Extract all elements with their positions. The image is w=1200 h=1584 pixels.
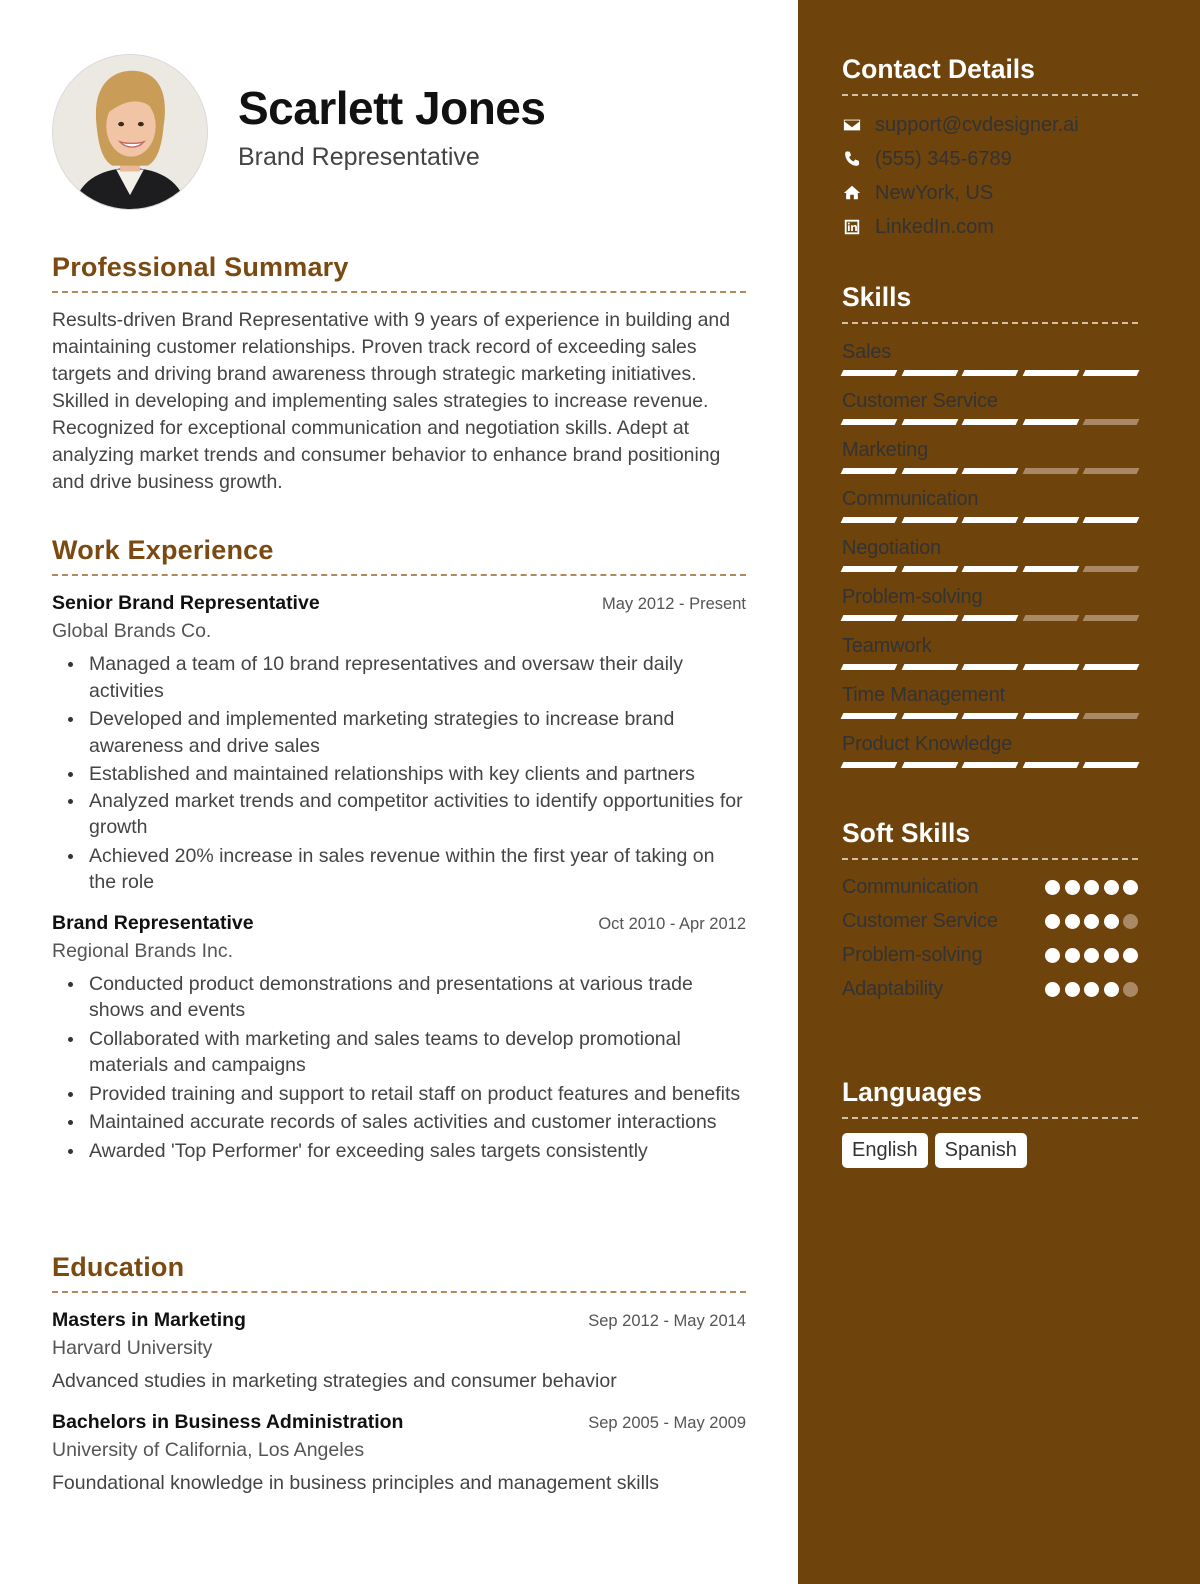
- rating-dot: [1065, 880, 1080, 895]
- skill-level-segment: [962, 762, 1019, 768]
- skill-name: Marketing: [842, 439, 929, 461]
- skill-level-segment: [841, 713, 898, 719]
- rating-dot: [1084, 982, 1099, 997]
- rating-dot: [1123, 982, 1138, 997]
- section-divider: [842, 94, 1138, 96]
- rating-dot: [1065, 948, 1080, 963]
- skill-level-segment: [962, 566, 1019, 572]
- rating-dot: [1104, 982, 1119, 997]
- skill-level-bar: [842, 664, 1138, 680]
- rating-dot: [1123, 948, 1138, 963]
- skill-level-segment: [962, 664, 1019, 670]
- section-divider: [842, 858, 1138, 860]
- skill-level-segment: [1022, 468, 1079, 474]
- skill-level-segment: [901, 517, 958, 523]
- school-name: Harvard University: [52, 1337, 213, 1359]
- list-item: Achieved 20% increase in sales revenue within the first year of taking on the role: [52, 843, 746, 896]
- summary-text: Results-driven Brand Representative with 9 years of experience in building and maintaining customer relationships. Proven track record of exceeding sales targets and driving brand awareness through strategic marketing initiatives. Skilled in developing and implementing sales strategies to increase revenue. Recognized for exceptional communication and negotiation skills. Adept at analyzing market trends and consumer behavior to enhance brand positioning and drive business growth.: [52, 309, 730, 493]
- language-tag: English: [842, 1133, 928, 1168]
- summary-section: [52, 252, 746, 496]
- skill-name: Sales: [842, 341, 892, 363]
- skill-level-segment: [1083, 517, 1140, 523]
- education-entry: [52, 1309, 746, 1393]
- rating-dot: [1104, 880, 1119, 895]
- section-divider: [52, 291, 746, 293]
- list-item: Provided training and support to retail staff on product features and benefits: [52, 1081, 746, 1108]
- skill-level-segment: [901, 566, 958, 572]
- skill-level-segment: [901, 713, 958, 719]
- skill-level-segment: [1022, 615, 1079, 621]
- skill-level-segment: [1022, 566, 1079, 572]
- job-bullets: [52, 651, 746, 896]
- skill-level-segment: [841, 566, 898, 572]
- linkedin-icon: [842, 217, 862, 237]
- skill-level-segment: [1083, 762, 1140, 768]
- contact-email-text: support@cvdesigner.ai: [875, 113, 1079, 136]
- contact-linkedin-text: LinkedIn.com: [875, 215, 994, 238]
- skill-level-segment: [901, 664, 958, 670]
- section-title-contact: Contact Details: [842, 54, 1035, 84]
- section-divider: [842, 1117, 1138, 1119]
- skill-level-segment: [901, 615, 958, 621]
- soft-skill-item: [842, 942, 1138, 968]
- candidate-name: Scarlett Jones: [238, 81, 546, 134]
- rating-dot: [1045, 880, 1060, 895]
- rating-dot: [1104, 948, 1119, 963]
- skill-item: [842, 582, 1138, 631]
- school-name: University of California, Los Angeles: [52, 1439, 365, 1461]
- soft-skill-name: Customer Service: [842, 910, 998, 932]
- section-title-languages: Languages: [842, 1077, 982, 1107]
- rating-dot: [1065, 914, 1080, 929]
- candidate-title: Brand Representative: [238, 142, 480, 171]
- skill-level-segment: [1083, 468, 1140, 474]
- degree-title: Bachelors in Business Administration: [52, 1411, 404, 1433]
- soft-skill-rating: [1041, 914, 1139, 929]
- skill-level-segment: [901, 468, 958, 474]
- skill-level-segment: [841, 762, 898, 768]
- skill-level-segment: [1083, 566, 1140, 572]
- contact-section: [842, 54, 1138, 244]
- skill-item: [842, 386, 1138, 435]
- soft-skill-rating: [1041, 880, 1139, 895]
- skill-level-bar: [842, 370, 1138, 386]
- rating-dot: [1104, 914, 1119, 929]
- contact-phone[interactable]: [842, 142, 1138, 176]
- job-title: Brand Representative: [52, 911, 254, 934]
- soft-skill-name: Communication: [842, 876, 979, 898]
- job-company: Regional Brands Inc.: [52, 939, 234, 962]
- rating-dot: [1084, 948, 1099, 963]
- soft-skill-item: [842, 908, 1138, 934]
- soft-skill-rating: [1041, 982, 1139, 997]
- section-title-education: Education: [52, 1252, 185, 1282]
- skill-level-segment: [962, 517, 1019, 523]
- skill-level-segment: [962, 468, 1019, 474]
- skill-item: [842, 680, 1138, 729]
- skills-list: [842, 337, 1138, 778]
- job-company: Global Brands Co.: [52, 620, 212, 642]
- skill-item: [842, 729, 1138, 778]
- skill-level-segment: [1083, 713, 1140, 719]
- rating-dot: [1084, 880, 1099, 895]
- skill-level-segment: [1022, 517, 1079, 523]
- list-item: Developed and implemented marketing strategies to increase brand awareness and drive sales: [52, 706, 746, 759]
- skill-level-segment: [1022, 370, 1079, 376]
- rating-dot: [1084, 914, 1099, 929]
- skill-level-bar: [842, 419, 1138, 435]
- section-divider: [52, 1291, 746, 1293]
- job-title: Senior Brand Representative: [52, 592, 320, 614]
- job-dates: May 2012 - Present: [602, 595, 746, 613]
- contact-phone-text: (555) 345-6789: [875, 147, 1012, 170]
- soft-skills-list: [842, 874, 1138, 1002]
- job-bullets: [52, 971, 746, 1165]
- list-item: Awarded 'Top Performer' for exceeding sales targets consistently: [52, 1138, 746, 1165]
- skill-name: Teamwork: [842, 635, 932, 657]
- list-item: Established and maintained relationships with key clients and partners: [52, 761, 746, 788]
- soft-skill-name: Adaptability: [842, 978, 943, 1000]
- skill-level-segment: [841, 517, 898, 523]
- section-title-experience: Work Experience: [52, 535, 274, 565]
- education-section: [52, 1252, 746, 1495]
- contact-linkedin[interactable]: [842, 210, 1138, 244]
- rating-dot: [1045, 948, 1060, 963]
- soft-skill-name: Problem-solving: [842, 944, 983, 966]
- skill-level-bar: [842, 713, 1138, 729]
- home-icon: [842, 183, 862, 203]
- skill-level-segment: [901, 762, 958, 768]
- skill-level-bar: [842, 517, 1138, 533]
- section-title-skills: Skills: [842, 282, 912, 312]
- skill-name: Product Knowledge: [842, 733, 1013, 755]
- skill-level-segment: [962, 419, 1019, 425]
- skill-item: [842, 533, 1138, 582]
- skill-level-bar: [842, 762, 1138, 778]
- education-dates: Sep 2012 - May 2014: [588, 1312, 746, 1330]
- rating-dot: [1065, 982, 1080, 997]
- skill-name: Problem-solving: [842, 586, 983, 608]
- list-item: Maintained accurate records of sales activities and customer interactions: [52, 1109, 746, 1136]
- soft-skills-section: [842, 818, 1138, 1010]
- skill-level-segment: [1083, 419, 1140, 425]
- contact-email[interactable]: [842, 108, 1138, 142]
- skill-level-segment: [841, 664, 898, 670]
- rating-dot: [1123, 880, 1138, 895]
- section-divider: [52, 574, 746, 576]
- skill-level-segment: [901, 370, 958, 376]
- soft-skill-item: [842, 976, 1138, 1002]
- section-divider: [842, 322, 1138, 324]
- language-tag: Spanish: [935, 1133, 1027, 1168]
- degree-title: Masters in Marketing: [52, 1309, 246, 1331]
- section-title-soft-skills: Soft Skills: [842, 818, 971, 848]
- rating-dot: [1123, 914, 1138, 929]
- contact-location-text: NewYork, US: [875, 181, 994, 204]
- skill-name: Negotiation: [842, 537, 941, 559]
- profile-photo: [52, 54, 208, 210]
- skill-name: Customer Service: [842, 390, 998, 412]
- rating-dot: [1045, 982, 1060, 997]
- skill-item: [842, 631, 1138, 680]
- soft-skill-item: [842, 874, 1138, 900]
- skill-level-segment: [841, 468, 898, 474]
- skill-name: Communication: [842, 488, 979, 510]
- skill-level-segment: [1022, 419, 1079, 425]
- skill-level-segment: [1083, 615, 1140, 621]
- job-entry: [52, 592, 746, 896]
- envelope-icon: [842, 115, 862, 135]
- language-tags: [842, 1133, 1138, 1168]
- list-item: Collaborated with marketing and sales teams to develop promotional materials and campaigns: [52, 1026, 746, 1079]
- education-description: Advanced studies in marketing strategies and consumer behavior: [52, 1370, 617, 1392]
- skill-level-segment: [841, 370, 898, 376]
- skill-level-segment: [1083, 370, 1140, 376]
- skill-level-segment: [1022, 664, 1079, 670]
- resume-header: [52, 52, 746, 212]
- soft-skill-rating: [1041, 948, 1139, 963]
- skill-level-segment: [1022, 713, 1079, 719]
- skill-level-segment: [841, 419, 898, 425]
- skill-level-segment: [1022, 762, 1079, 768]
- skill-item: [842, 337, 1138, 386]
- skill-level-segment: [962, 370, 1019, 376]
- skill-level-segment: [901, 419, 958, 425]
- skill-level-bar: [842, 615, 1138, 631]
- list-item: Analyzed market trends and competitor activities to identify opportunities for growth: [52, 788, 746, 841]
- skill-item: [842, 484, 1138, 533]
- phone-icon: [842, 149, 862, 169]
- education-entry: [52, 1411, 746, 1495]
- skill-level-segment: [962, 615, 1019, 621]
- job-entry: [52, 912, 746, 1165]
- list-item: Managed a team of 10 brand representatives and oversaw their daily activities: [52, 651, 746, 704]
- skill-level-segment: [962, 713, 1019, 719]
- experience-section: [52, 535, 746, 1164]
- person-photo-icon: [53, 55, 207, 209]
- skill-level-bar: [842, 566, 1138, 582]
- rating-dot: [1045, 914, 1060, 929]
- education-description: Foundational knowledge in business principles and management skills: [52, 1472, 660, 1494]
- job-dates: Oct 2010 - Apr 2012: [598, 914, 746, 933]
- list-item: Conducted product demonstrations and presentations at various trade shows and events: [52, 971, 746, 1024]
- skill-level-bar: [842, 468, 1138, 484]
- skills-section: [842, 282, 1138, 778]
- section-title-summary: Professional Summary: [52, 252, 349, 282]
- skill-name: Time Management: [842, 684, 1005, 706]
- education-dates: Sep 2005 - May 2009: [588, 1414, 746, 1432]
- languages-section: [842, 1077, 1138, 1168]
- skill-level-segment: [841, 615, 898, 621]
- contact-location: [842, 176, 1138, 210]
- skill-item: [842, 435, 1138, 484]
- skill-level-segment: [1083, 664, 1140, 670]
